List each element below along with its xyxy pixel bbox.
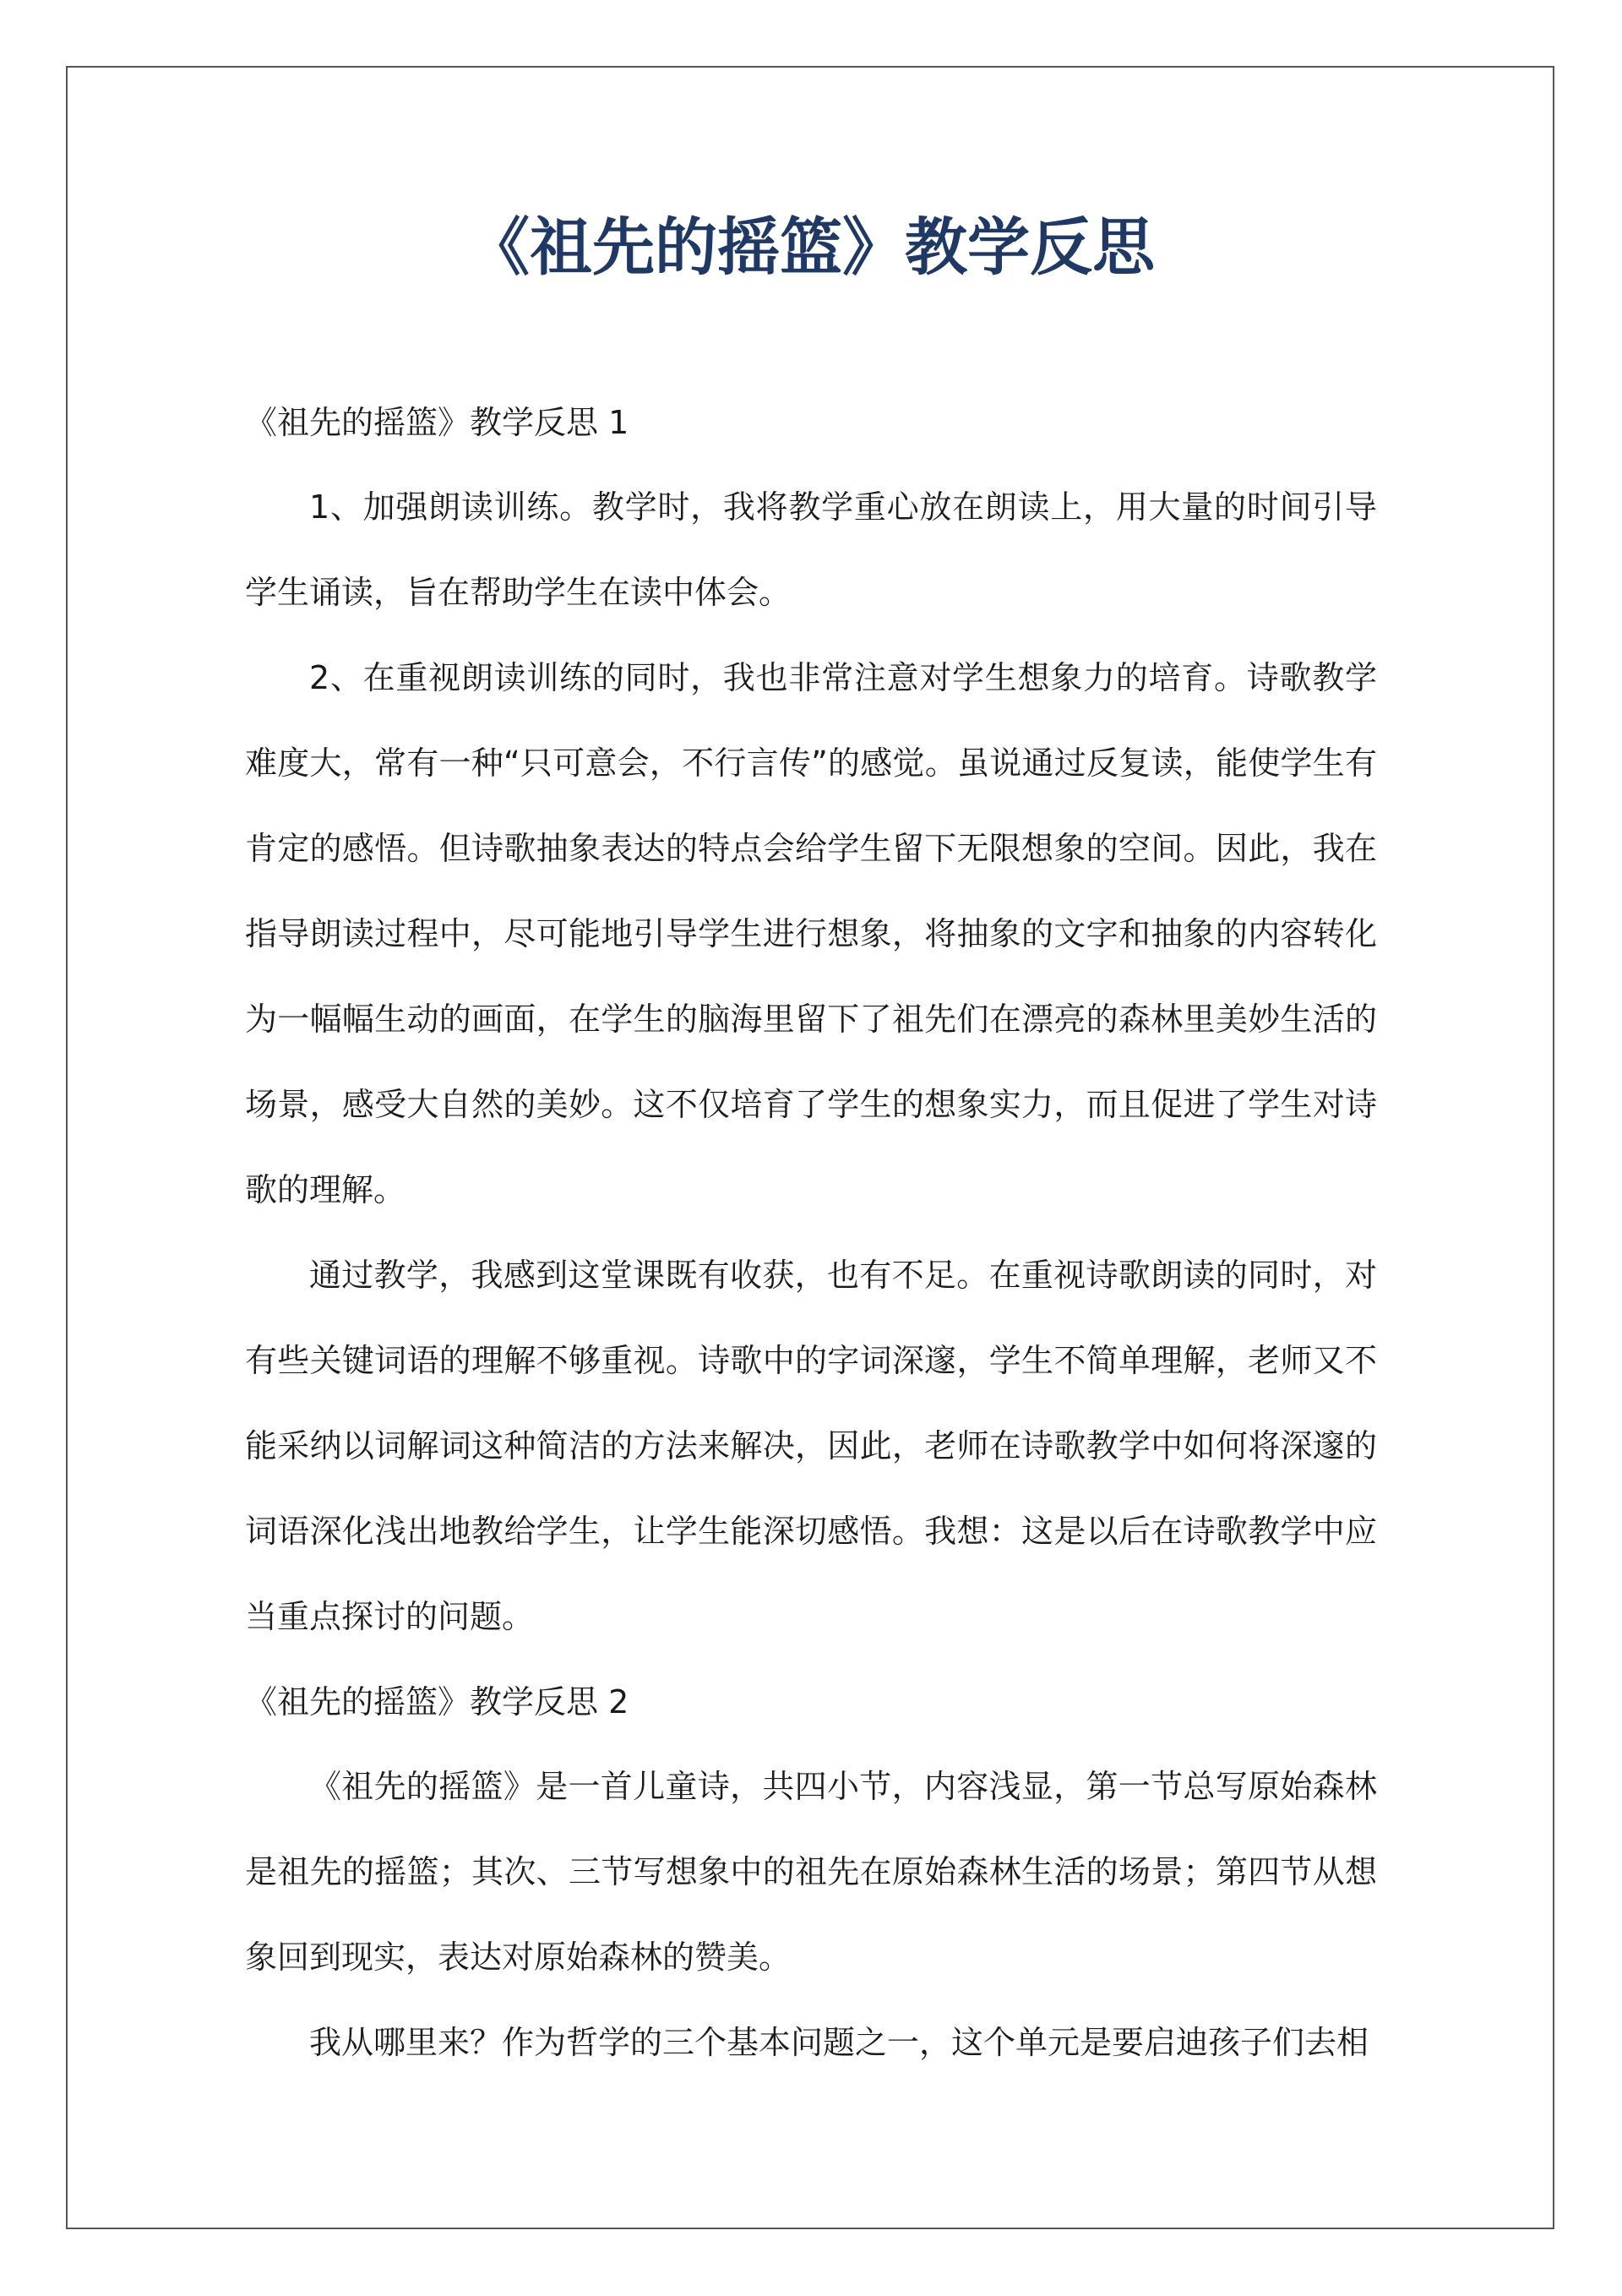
paragraph: 2、在重视朗读训练的同时，我也非常注意对学生想象力的培育。诗歌教学难度大，常有一种“只可意会，不行言传”的感觉。虽说通过反复读，能使学生有肯定的感悟。但诗歌抽象表达的特点会给学生留下无限想象的空间。因此，我在指导朗读过程中，尽可能地引导学生进行想象，将抽象的文字和抽象的内容转化为一幅幅生动的画面，在学生的脑海里留下了祖先们在漂亮的森林里美妙生活的场景，感受大自然的美妙。这不仅培育了学生的想象实力，而且促进了学生对诗歌的理解。 bbox=[245, 659, 1377, 1208]
paragraph: 我从哪里来？作为哲学的三个基本问题之一，这个单元是要启迪孩子们去相 bbox=[309, 2024, 1369, 2061]
paragraph: 1、加强朗读训练。教学时，我将教学重心放在朗读上，用大量的时间引导学生诵读，旨在帮助学生在读中体会。 bbox=[245, 488, 1377, 611]
paragraph: 通过教学，我感到这堂课既有收获，也有不足。在重视诗歌朗读的同时，对有些关键词语的理解不够重视。诗歌中的字词深邃，学生不简单理解，老师又不能采纳以词解词这种简洁的方法来解决，因此，老师在诗歌教学中如何将深邃的词语深化浅出地教给学生，让学生能深切感悟。我想：这是以后在诗歌教学中应当重点探讨的问题。 bbox=[245, 1257, 1377, 1635]
paragraph: 《祖先的摇篮》是一首儿童诗，共四小节，内容浅显，第一节总写原始森林是祖先的摇篮；其次、三节写想象中的祖先在原始森林生活的场景；第四节从想象回到现实，表达对原始森林的赞美。 bbox=[245, 1768, 1377, 1976]
document-body bbox=[245, 380, 1377, 2086]
document-title: 《祖先的摇篮》教学反思 bbox=[467, 211, 1155, 284]
section-heading: 《祖先的摇篮》教学反思 1 bbox=[245, 404, 629, 441]
section-heading: 《祖先的摇篮》教学反思 2 bbox=[245, 1683, 629, 1721]
